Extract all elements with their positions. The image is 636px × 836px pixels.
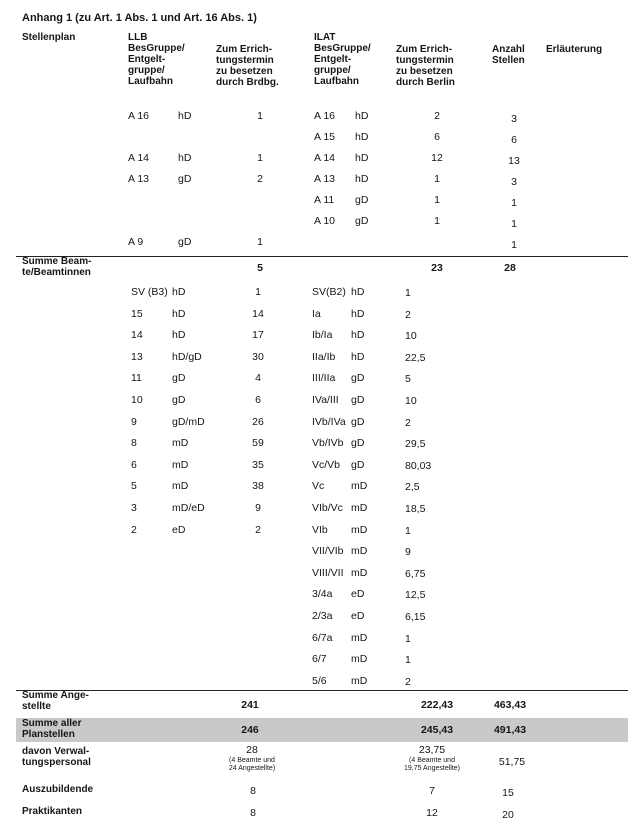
ilat-laufbahn: eD xyxy=(351,610,365,622)
llb-grade: 3 xyxy=(131,502,137,514)
summe-angestellte-anzahl: 463,43 xyxy=(493,699,527,711)
berlin-value: 2 xyxy=(405,675,411,688)
ilat-laufbahn: gD xyxy=(351,458,365,471)
ilat-laufbahn: mD xyxy=(351,502,368,514)
brdbg-value: 26 xyxy=(252,415,264,428)
berlin-value: 12 xyxy=(431,152,443,164)
brdbg-value: 35 xyxy=(252,458,264,471)
header-erlaeuterung: Erläuterung xyxy=(546,44,603,55)
brdbg-value: 1 xyxy=(255,286,261,298)
brdbg-value: 1 xyxy=(257,110,263,122)
brdbg-value: 2 xyxy=(255,523,261,536)
verwaltung-label: davon Verwal- tungspersonal xyxy=(22,746,91,768)
summe-planstellen-anzahl: 491,43 xyxy=(493,724,527,736)
berlin-value: 5 xyxy=(405,373,411,386)
summe-angestellte-berlin: 222,43 xyxy=(420,699,454,711)
berlin-value: 1 xyxy=(434,215,440,227)
verwaltung-brdbg: 28 xyxy=(246,744,258,756)
summe-planstellen-label: Summe aller Planstellen xyxy=(22,718,82,740)
auszubildende-brdbg: 8 xyxy=(250,785,256,797)
divider xyxy=(16,690,628,691)
anzahl-value: 13 xyxy=(508,155,520,167)
ilat-laufbahn: hD xyxy=(355,131,369,143)
ilat-grade: A 14 xyxy=(314,152,336,164)
llb-laufbahn: hD xyxy=(172,329,186,342)
berlin-value: 22,5 xyxy=(405,351,426,364)
berlin-value: 10 xyxy=(405,330,417,343)
llb-grade: A 16 xyxy=(128,110,150,122)
ilat-grade: VII/VIb xyxy=(312,545,344,558)
berlin-value: 1 xyxy=(405,632,411,645)
summe-beamte-label: Summe Beam- te/Beamtinnen xyxy=(22,256,92,278)
anzahl-value: 1 xyxy=(511,218,517,230)
berlin-value: 1 xyxy=(405,287,411,299)
anzahl-value: 1 xyxy=(511,239,517,251)
header-ilat: ILAT BesGruppe/ Entgelt- gruppe/ Laufbahn xyxy=(314,32,371,87)
llb-laufbahn: hD xyxy=(178,152,192,164)
header-termin-brdbg: Zum Errich- tungstermin zu besetzen durch Brdbg. xyxy=(216,44,279,88)
ilat-grade: IVb/IVa xyxy=(312,415,346,428)
ilat-laufbahn: gD xyxy=(351,372,365,385)
page-title: Anhang 1 (zu Art. 1 Abs. 1 und Art. 16 Abs. 1) xyxy=(22,12,257,24)
summe-planstellen-shading xyxy=(16,718,628,742)
llb-grade: 14 xyxy=(131,329,143,342)
ilat-grade: Vc/Vb xyxy=(312,458,341,471)
ilat-grade: A 13 xyxy=(314,173,336,185)
verwaltung-anzahl: 51,75 xyxy=(498,756,526,768)
header-stellenplan: Stellenplan xyxy=(22,32,76,43)
ilat-grade: 5/6 xyxy=(312,674,327,687)
llb-grade: 2 xyxy=(131,523,137,536)
summe-planstellen-brdbg: 246 xyxy=(241,724,259,736)
praktikanten-berlin: 12 xyxy=(426,807,438,819)
verwaltung-berlin-note: (4 Beamte und 19,75 Angestellte) xyxy=(403,757,461,772)
praktikanten-brdbg: 8 xyxy=(250,807,256,819)
header-anzahl: Anzahl Stellen xyxy=(492,44,525,66)
berlin-value: 1 xyxy=(405,654,411,667)
ilat-grade: A 16 xyxy=(314,110,336,122)
berlin-value: 1 xyxy=(434,173,440,185)
llb-grade: A 14 xyxy=(128,152,150,164)
summe-beamte-anzahl: 28 xyxy=(504,262,516,274)
ilat-grade: III/IIa xyxy=(312,372,336,385)
auszubildende-berlin: 7 xyxy=(429,785,435,797)
ilat-grade: A 10 xyxy=(314,215,336,227)
divider xyxy=(16,256,628,257)
ilat-grade: 2/3a xyxy=(312,610,333,622)
brdbg-value: 30 xyxy=(252,350,264,363)
ilat-grade: Ia xyxy=(312,307,321,320)
llb-grade: A 13 xyxy=(128,173,150,185)
llb-grade: 10 xyxy=(131,394,143,406)
llb-laufbahn: gD xyxy=(178,236,192,248)
brdbg-value: 14 xyxy=(252,307,264,320)
brdbg-value: 1 xyxy=(257,152,263,164)
berlin-value: 1 xyxy=(405,524,411,537)
llb-laufbahn: eD xyxy=(172,523,186,536)
verwaltung-berlin: 23,75 xyxy=(418,744,446,756)
ilat-laufbahn: hD xyxy=(351,307,365,320)
ilat-laufbahn: hD xyxy=(355,173,369,185)
anzahl-value: 3 xyxy=(511,176,517,188)
brdbg-value: 38 xyxy=(252,480,264,493)
llb-grade: 13 xyxy=(131,350,143,363)
summe-beamte-brdbg: 5 xyxy=(257,262,263,274)
berlin-value: 1 xyxy=(434,194,440,206)
llb-laufbahn: hD xyxy=(172,307,186,320)
berlin-value: 9 xyxy=(405,546,411,559)
berlin-value: 2 xyxy=(434,110,440,122)
llb-laufbahn: mD xyxy=(172,437,189,450)
verwaltung-brdbg-note: (4 Beamte und 24 Angestellte) xyxy=(228,757,276,772)
ilat-grade: VIb/Vc xyxy=(312,502,343,514)
ilat-grade: Ib/Ia xyxy=(312,329,333,342)
llb-grade: A 9 xyxy=(128,236,144,248)
berlin-value: 6,75 xyxy=(405,567,426,580)
anzahl-value: 3 xyxy=(511,113,517,125)
berlin-value: 6 xyxy=(434,131,440,143)
llb-grade: 9 xyxy=(131,415,137,428)
llb-grade: SV (B3) xyxy=(131,286,168,298)
brdbg-value: 2 xyxy=(257,173,263,185)
ilat-laufbahn: mD xyxy=(351,674,368,687)
ilat-laufbahn: hD xyxy=(355,152,369,164)
llb-laufbahn: hD xyxy=(178,110,192,122)
ilat-laufbahn: mD xyxy=(351,631,368,644)
llb-laufbahn: mD xyxy=(172,480,189,493)
summe-angestellte-label: Summe Ange- stellte xyxy=(22,690,89,712)
praktikanten-label: Praktikanten xyxy=(22,806,83,817)
berlin-value: 2,5 xyxy=(405,481,420,494)
summe-angestellte-brdbg: 241 xyxy=(241,699,259,711)
ilat-laufbahn: gD xyxy=(355,215,369,227)
auszubildende-anzahl: 15 xyxy=(502,787,514,799)
llb-laufbahn: hD xyxy=(172,286,186,298)
llb-laufbahn: gD xyxy=(178,173,192,185)
berlin-value: 12,5 xyxy=(405,589,426,602)
ilat-laufbahn: hD xyxy=(351,286,365,298)
llb-laufbahn: mD xyxy=(172,458,189,471)
ilat-grade: Vb/IVb xyxy=(312,437,344,450)
praktikanten-anzahl: 20 xyxy=(502,809,514,821)
ilat-grade: 6/7a xyxy=(312,631,333,644)
ilat-grade: IIa/Ib xyxy=(312,350,336,363)
llb-grade: 11 xyxy=(131,372,142,385)
ilat-grade: Vc xyxy=(312,480,325,493)
ilat-grade: VIb xyxy=(312,523,328,536)
ilat-laufbahn: eD xyxy=(351,588,365,601)
brdbg-value: 1 xyxy=(257,236,263,248)
brdbg-value: 4 xyxy=(255,372,261,385)
header-termin-berlin: Zum Errich- tungstermin zu besetzen durch Berlin xyxy=(396,44,455,88)
ilat-grade: A 11 xyxy=(314,194,335,206)
llb-grade: 5 xyxy=(131,480,137,493)
ilat-grade: VIII/VII xyxy=(312,566,344,579)
summe-planstellen-berlin: 245,43 xyxy=(420,724,454,736)
brdbg-value: 6 xyxy=(255,394,261,406)
brdbg-value: 17 xyxy=(252,329,264,342)
ilat-laufbahn: gD xyxy=(351,437,365,450)
anzahl-value: 1 xyxy=(511,197,517,209)
berlin-value: 2 xyxy=(405,308,411,321)
ilat-laufbahn: hD xyxy=(355,110,369,122)
berlin-value: 2 xyxy=(405,416,411,429)
ilat-grade: 6/7 xyxy=(312,653,327,666)
ilat-laufbahn: mD xyxy=(351,653,368,666)
llb-laufbahn: gD/mD xyxy=(172,415,205,428)
ilat-laufbahn: mD xyxy=(351,523,368,536)
berlin-value: 18,5 xyxy=(405,503,426,515)
ilat-laufbahn: mD xyxy=(351,480,368,493)
llb-grade: 15 xyxy=(131,307,143,320)
llb-laufbahn: hD/gD xyxy=(172,350,202,363)
ilat-grade: 3/4a xyxy=(312,588,333,601)
ilat-laufbahn: mD xyxy=(351,545,368,558)
brdbg-value: 59 xyxy=(252,437,264,450)
ilat-laufbahn: gD xyxy=(351,415,365,428)
llb-grade: 6 xyxy=(131,458,137,471)
llb-laufbahn: mD/eD xyxy=(172,502,205,514)
llb-grade: 8 xyxy=(131,437,137,450)
berlin-value: 29,5 xyxy=(405,438,426,451)
ilat-grade: IVa/III xyxy=(312,394,339,406)
ilat-laufbahn: hD xyxy=(351,350,365,363)
ilat-laufbahn: hD xyxy=(351,329,365,342)
berlin-value: 80,03 xyxy=(405,459,432,472)
ilat-laufbahn: mD xyxy=(351,566,368,579)
auszubildende-label: Auszubildende xyxy=(22,784,94,795)
header-llb: LLB BesGruppe/ Entgelt- gruppe/ Laufbahn xyxy=(128,32,185,87)
ilat-laufbahn: gD xyxy=(351,394,365,406)
ilat-laufbahn: gD xyxy=(355,194,369,206)
summe-beamte-berlin: 23 xyxy=(431,262,443,274)
ilat-grade: SV(B2) xyxy=(312,286,346,298)
berlin-value: 10 xyxy=(405,395,417,407)
anzahl-value: 6 xyxy=(511,134,517,146)
ilat-grade: A 15 xyxy=(314,131,336,143)
berlin-value: 6,15 xyxy=(405,611,426,623)
llb-laufbahn: gD xyxy=(172,372,186,385)
llb-laufbahn: gD xyxy=(172,394,186,406)
brdbg-value: 9 xyxy=(255,502,261,514)
